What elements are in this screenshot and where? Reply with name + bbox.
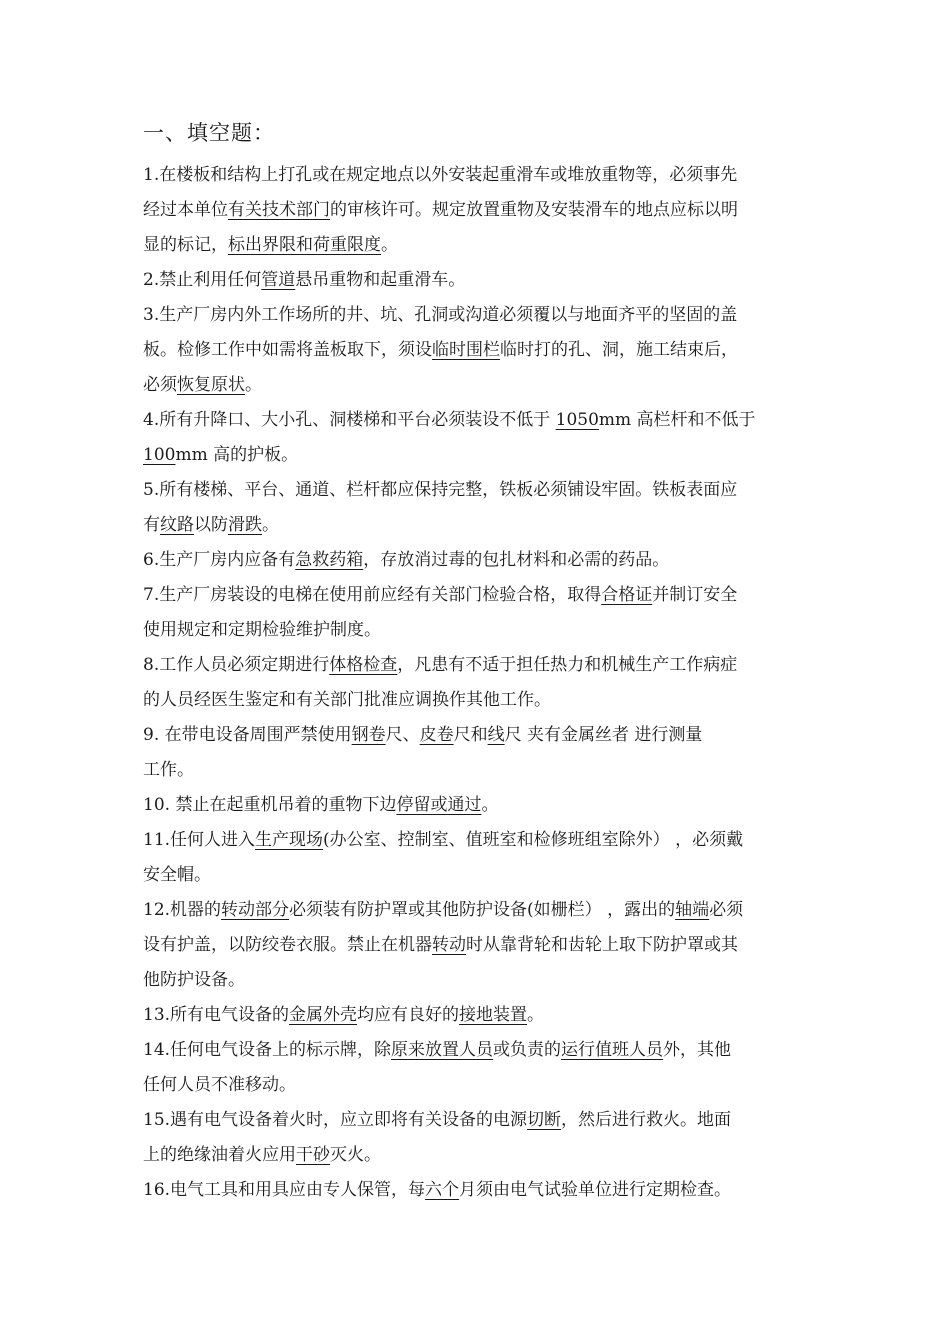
text-line	[143, 998, 808, 1033]
question-text: 尺和	[453, 725, 488, 745]
answer-blank: 皮卷	[419, 725, 454, 745]
text-line	[143, 403, 808, 438]
text-line	[143, 368, 808, 403]
question-text: 使用规定和定期检验维护制度。	[143, 620, 381, 640]
question-text: 9. 在带电设备周围严禁使用	[143, 725, 352, 745]
text-line	[143, 858, 808, 893]
text-line	[143, 578, 808, 613]
question-text: 板。检修工作中如需将盖板取下，须设	[143, 340, 432, 360]
answer-blank: 原来放置人员	[391, 1040, 494, 1060]
question-text: 2.禁止利用任何	[143, 270, 262, 290]
question-text: ，然后进行救火。地面	[561, 1110, 732, 1130]
question-text: 5.所有楼梯、平台、通道、栏杆都应保持完整，铁板必须铺设牢固。铁板表面应	[143, 480, 738, 500]
answer-blank: 体格检查	[329, 655, 398, 675]
question-text: 14.任何电气设备上的标示牌，除	[143, 1040, 392, 1060]
question-text: 悬吊重物和起重滑车。	[295, 270, 466, 290]
answer-blank: 临时围栏	[432, 340, 500, 360]
text-line	[143, 473, 808, 508]
text-line	[143, 228, 808, 263]
question-text: 均应有良好的	[357, 1005, 460, 1025]
text-line	[143, 718, 808, 753]
text-line	[143, 193, 808, 228]
answer-blank: 恢复原状	[177, 375, 245, 395]
text-line	[143, 613, 808, 648]
answer-blank: 运行值班人员	[561, 1040, 664, 1060]
question-text: mm 高栏杆和不低于	[598, 410, 756, 430]
answer-blank: 停留或通过	[396, 795, 482, 815]
question-text: 7.生产厂房装设的电梯在使用前应经有关部门检验合格，取得	[143, 585, 602, 605]
answer-blank: 转动部分	[221, 900, 290, 920]
question-text: 6.生产厂房内应备有	[143, 550, 296, 570]
text-line	[143, 438, 808, 473]
answer-blank: 纹路	[160, 515, 194, 535]
text-line	[143, 1138, 808, 1173]
question-text: 月须由电气试验单位进行定期检查。	[459, 1180, 732, 1200]
question-text: 工作。	[143, 760, 194, 780]
question-text: 必须	[709, 900, 744, 920]
question-list	[143, 158, 808, 1208]
question-text: 11.任何人进入	[143, 830, 256, 850]
text-line	[143, 928, 808, 963]
answer-blank: 100	[143, 445, 176, 465]
answer-blank: 金属外壳	[289, 1005, 358, 1025]
answer-blank: 线	[487, 725, 505, 745]
answer-blank: 滑跌	[228, 515, 262, 535]
text-line	[143, 1068, 808, 1103]
answer-blank: 1050	[555, 410, 599, 430]
answer-blank: 急救药箱	[295, 550, 364, 570]
text-line	[143, 683, 808, 718]
question-text: 有	[143, 515, 160, 535]
answer-blank: 轴端	[675, 900, 710, 920]
text-line	[143, 823, 808, 858]
question-text: 的人员经医生鉴定和有关部门批准应调换作其他工作。	[143, 690, 551, 710]
answer-blank: 标出界限和荷重限度	[228, 235, 381, 255]
question-text: 1.在楼板和结构上打孔或在规定地点以外安装起重滑车或堆放重物等，必须事先	[143, 165, 738, 185]
question-text: 外，其他	[663, 1040, 732, 1060]
answer-blank: 有关技术部门	[228, 200, 330, 220]
question-text: 尺、	[385, 725, 420, 745]
question-text: 并制订安全	[652, 585, 738, 605]
text-line	[143, 1103, 808, 1138]
answer-blank: 管道	[261, 270, 296, 290]
question-text: 他防护设备。	[143, 970, 245, 990]
question-text: 任何人员不准移动。	[143, 1075, 296, 1095]
question-text: 灭火。	[330, 1145, 381, 1165]
answer-blank: 切断	[527, 1110, 562, 1130]
question-text: 必须装有防护罩或其他防护设备(如栅栏） ，露出的	[289, 900, 676, 920]
question-text: 13.所有电气设备的	[143, 1005, 290, 1025]
question-text: 显的标记，	[143, 235, 228, 255]
question-text: ，凡患有不适于担任热力和机械生产工作病症	[397, 655, 738, 675]
question-text: 或负责的	[493, 1040, 562, 1060]
question-text: 。	[481, 795, 499, 815]
question-text: 设有护盖，以防绞卷衣服。禁止在机器	[143, 935, 432, 955]
text-line	[143, 508, 808, 543]
answer-blank: 转动	[432, 935, 466, 955]
question-text: 经过本单位	[143, 200, 228, 220]
answer-blank: 接地装置	[459, 1005, 528, 1025]
question-text: 3.生产厂房内外工作场所的井、坑、孔洞或沟道必须覆以与地面齐平的坚固的盖	[143, 305, 738, 325]
text-line	[143, 788, 808, 823]
answer-blank: 六个	[425, 1180, 460, 1200]
question-text: 15.遇有电气设备着火时，应立即将有关设备的电源	[143, 1110, 528, 1130]
question-text: 10. 禁止在起重机吊着的重物下边	[143, 795, 397, 815]
text-line	[143, 893, 808, 928]
question-text: 必须	[143, 375, 177, 395]
text-line	[143, 333, 808, 368]
text-line	[143, 1033, 808, 1068]
question-text: 8.工作人员必须定期进行	[143, 655, 330, 675]
question-text: 12.机器的	[143, 900, 222, 920]
text-line	[143, 648, 808, 683]
question-text: 尺 夹有金属丝者 进行测量	[504, 725, 703, 745]
question-text: 。	[245, 375, 262, 395]
question-text: 。	[527, 1005, 545, 1025]
question-text: 。	[381, 235, 398, 255]
question-text: 以防	[194, 515, 228, 535]
text-line	[143, 963, 808, 998]
answer-blank: 合格证	[601, 585, 653, 605]
text-line	[143, 263, 808, 298]
answer-blank: 钢卷	[351, 725, 386, 745]
section-heading: 一、填空题：	[143, 121, 275, 145]
question-text: 。	[262, 515, 279, 535]
question-text: 的审核许可。规定放置重物及安装滑车的地点应标以明	[330, 200, 738, 220]
question-text: 临时打的孔、洞，施工结束后，	[500, 340, 738, 360]
question-text: 4.所有升降口、大小孔、洞楼梯和平台必须装设不低于	[143, 410, 556, 430]
question-text: 安全帽。	[143, 865, 211, 885]
question-text: 16.电气工具和用具应由专人保管，每	[143, 1180, 426, 1200]
question-text: (办公室、控制室、值班室和检修班组室除外） ，必须戴	[323, 830, 744, 850]
question-text: 上的绝缘油着火应用	[143, 1145, 296, 1165]
answer-blank: 生产现场	[255, 830, 324, 850]
answer-blank: 干砂	[296, 1145, 330, 1165]
question-text: mm 高的护板。	[175, 445, 299, 465]
question-text: 时从靠背轮和齿轮上取下防护罩或其	[466, 935, 738, 955]
text-line	[143, 1173, 808, 1208]
text-line	[143, 158, 808, 193]
question-text: ，存放消过毒的包扎材料和必需的药品。	[363, 550, 670, 570]
text-line	[143, 753, 808, 788]
text-line	[143, 543, 808, 578]
text-line	[143, 298, 808, 333]
